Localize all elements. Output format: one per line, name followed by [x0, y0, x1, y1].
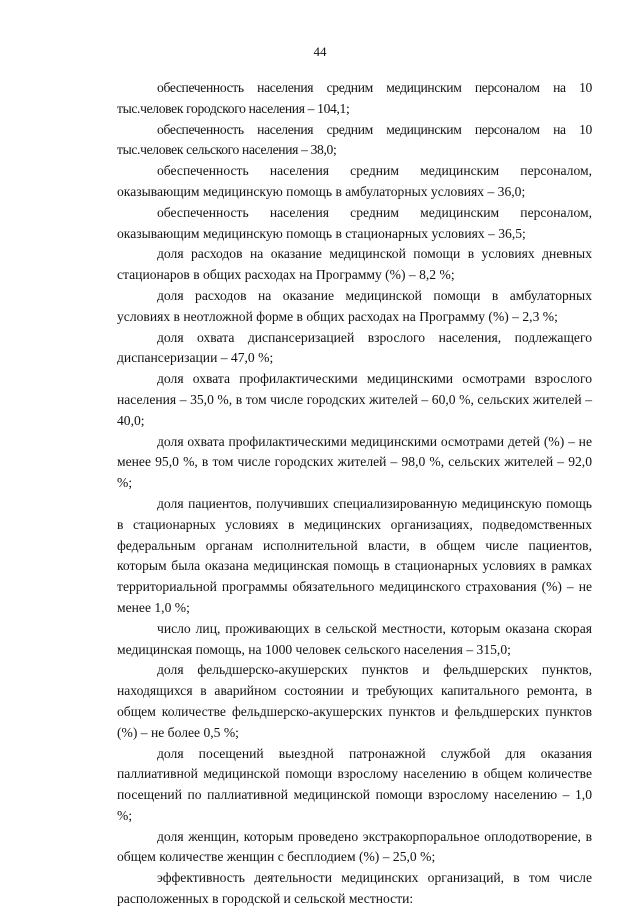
paragraph: эффективность деятельности медицинских организаций, в том числе расположенных в городской и сельской местности:	[117, 870, 592, 907]
paragraph: число лиц, проживающих в сельской местности, которым оказана скорая медицинская помощь, на 1000 человек сельского населения – 315,0;	[117, 620, 592, 657]
paragraph: доля пациентов, получивших специализированную медицинскую помощь в стационарных условиях в медицинских организациях, подведомственных федеральным органам исполнительной власти, в общем числе пациентов, которым была оказана медицинская помощь в стационарных условиях в рамках территориальной программы обязательного медицинского страхования (%) – не менее 1,0 %;	[117, 495, 592, 615]
page-number: 44	[313, 44, 327, 59]
paragraph: доля расходов на оказание медицинской помощи в амбулаторных условиях в неотложной форме в общих расходах на Программу (%) – 2,3 %;	[117, 287, 592, 324]
paragraph: обеспеченность населения средним медицинским персоналом, оказывающим медицинскую помощь в амбулаторных условиях – 36,0;	[117, 163, 592, 199]
paragraph: доля посещений выездной патронажной службой для оказания паллиативной медицинской помощи взрослому населению в общем количестве посещений по паллиативной медицинской помощи взрослому населению – 1,0 %;	[117, 745, 592, 823]
paragraph: доля охвата диспансеризацией взрослого населения, подлежащего диспансеризации – 47,0 %;	[117, 329, 592, 366]
paragraph: доля охвата профилактическими медицинскими осмотрами детей (%) – не менее 95,0 %, в том числе городских жителей – 98,0 %, сельских жителей – 92,0 %;	[117, 433, 592, 491]
paragraph: доля охвата профилактическими медицинскими осмотрами взрослого населения – 35,0 %, в том числе городских жителей – 60,0 %, сельских жителей – 40,0;	[117, 371, 592, 428]
document-body	[117, 78, 592, 910]
paragraph: обеспеченность населения средним медицинским персоналом на 10 тыс.человек сельского населения – 38,0;	[117, 121, 592, 158]
paragraph: доля фельдшерско-акушерских пунктов и фельдшерских пунктов, находящихся в аварийном состоянии и требующих капитального ремонта, в общем количестве фельдшерско-акушерских пунктов и фельдшерских пунктов (%) – не более 0,5 %;	[117, 662, 592, 740]
paragraph: доля расходов на оказание медицинской помощи в условиях дневных стационаров в общих расходах на Программу (%) – 8,2 %;	[117, 246, 592, 283]
paragraph: обеспеченность населения средним медицинским персоналом на 10 тыс.человек городского населения – 104,1;	[117, 80, 592, 116]
paragraph: обеспеченность населения средним медицинским персоналом, оказывающим медицинскую помощь в стационарных условиях – 36,5;	[117, 204, 592, 241]
paragraph: доля женщин, которым проведено экстракорпоральное оплодотворение, в общем количестве женщин с бесплодием (%) – 25,0 %;	[117, 828, 592, 865]
